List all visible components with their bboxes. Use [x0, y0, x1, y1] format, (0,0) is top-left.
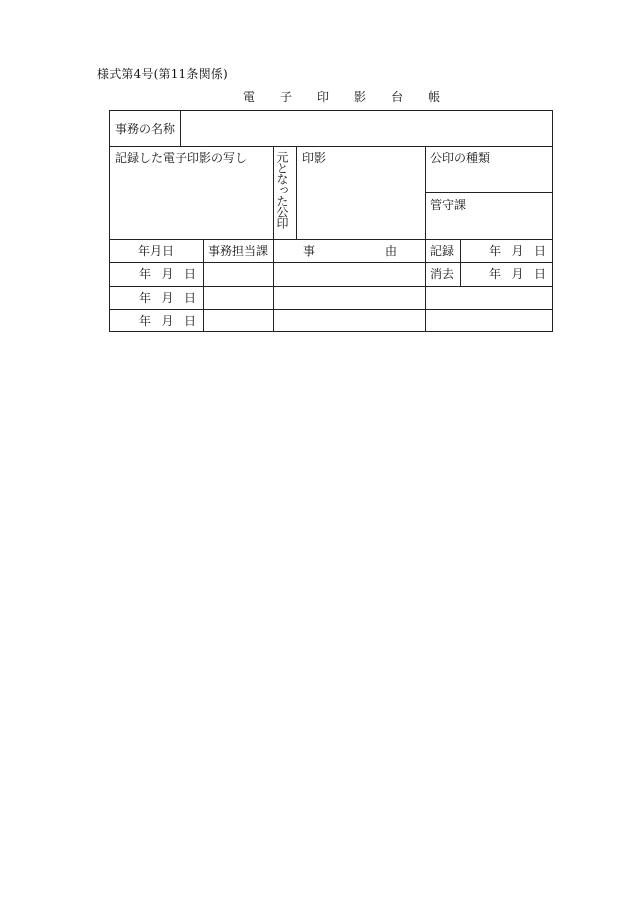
title-char: 影	[354, 90, 367, 104]
imprint-label: 印影	[302, 151, 327, 165]
rule	[110, 146, 552, 147]
entry-date[interactable]	[139, 291, 196, 305]
record-label: 記録	[430, 244, 455, 258]
month-unit: 月	[161, 314, 174, 328]
erasure-label: 消去	[430, 267, 455, 281]
rule	[110, 309, 552, 310]
entry-date[interactable]	[139, 267, 196, 281]
rule	[110, 262, 552, 263]
erasure-date[interactable]	[489, 267, 546, 281]
seal-type-label: 公印の種類	[430, 151, 491, 165]
title-char: 印	[317, 90, 330, 104]
imprint-copy-label: 記録した電子印影の写し	[115, 151, 248, 165]
year-unit: 年	[489, 244, 502, 258]
year-unit: 年	[139, 314, 152, 328]
reason-header-part1: 事	[303, 244, 316, 258]
rule	[296, 146, 297, 239]
day-unit: 日	[533, 244, 546, 258]
rule	[110, 239, 552, 240]
year-unit: 年	[489, 267, 502, 281]
title-char: 帳	[428, 90, 441, 104]
title-char: 電	[243, 90, 256, 104]
record-date	[489, 244, 546, 258]
month-unit: 月	[511, 244, 524, 258]
day-unit: 日	[183, 314, 196, 328]
month-unit: 月	[161, 291, 174, 305]
year-unit: 年	[139, 267, 152, 281]
day-unit: 日	[183, 291, 196, 305]
rule	[460, 239, 461, 286]
rule	[203, 239, 204, 332]
staff-section-header: 事務担当課	[208, 244, 269, 258]
day-unit: 日	[183, 267, 196, 281]
date-header: 年月日	[138, 244, 175, 258]
title-char: 台	[391, 90, 404, 104]
title-char: 子	[280, 90, 293, 104]
reason-header-part2: 由	[385, 244, 398, 258]
custodian-label: 管守課	[430, 198, 467, 212]
rule	[273, 239, 274, 332]
month-unit: 月	[511, 267, 524, 281]
document-title	[243, 88, 440, 105]
rule	[273, 146, 274, 239]
office-name-label: 事務の名称	[115, 122, 176, 136]
entry-date[interactable]	[139, 314, 196, 328]
rule	[110, 286, 552, 287]
original-seal-label: 元となった公印	[275, 151, 289, 228]
month-unit: 月	[161, 267, 174, 281]
rule	[425, 146, 426, 332]
rule	[180, 111, 181, 146]
day-unit: 日	[533, 267, 546, 281]
rule	[425, 192, 552, 193]
year-unit: 年	[139, 291, 152, 305]
form-reference: 様式第4号(第11条関係)	[97, 67, 228, 81]
electronic-seal-ledger-form	[109, 110, 553, 332]
